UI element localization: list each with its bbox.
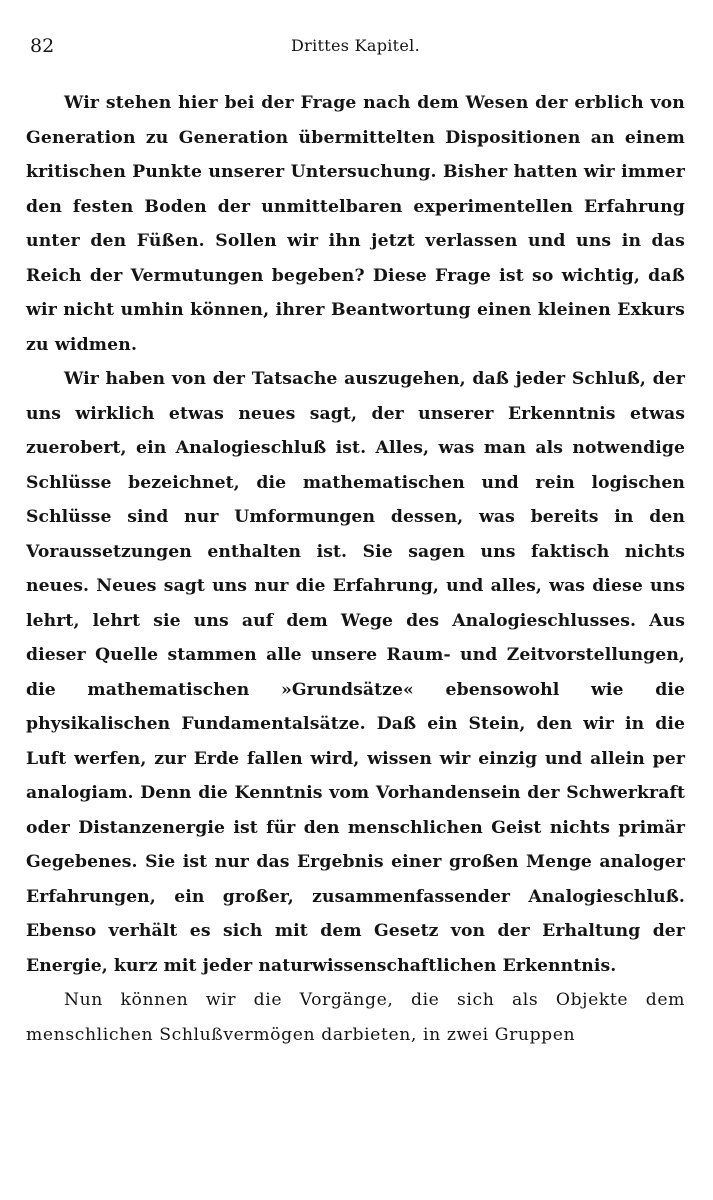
paragraph-2: Wir haben von der Tatsache auszugehen, daß jeder Schluß, der uns wirklich etwas neues sagt, der unserer Erkenntnis etwas zuerobert, ein Analogieschluß ist. Alles, was man als notwendige Schlüsse bezeichnet, die mathematischen und rein logischen Schlüsse sind nur Umformungen dessen, was bereits in den Voraussetzungen enthalten ist. Sie sagen uns faktisch nichts neues. Neues sagt uns nur die Erfahrung, und alles, was diese uns lehrt, lehrt sie uns auf dem Wege des Analogieschlusses. Aus dieser Quelle stammen alle unsere Raum- und Zeitvorstellungen, die mathematischen »Grundsätze« ebensowohl wie die physikalischen Fundamentalsätze. Daß ein Stein, den wir in die Luft werfen, zur Erde fallen wird, wissen wir einzig und allein per analogiam. Denn die Kenntnis vom Vorhandensein der Schwerkraft oder Distanzenergie ist für den menschlichen Geist nichts primär Gegebenes. Sie ist nur das Ergebnis einer großen Menge analoger Erfahrungen, ein großer, zusammenfassender Analogieschluß. Ebenso verhält es sich mit dem Gesetz von der Erhaltung der Energie, kurz mit jeder naturwissenschaftlichen Erkenntnis. [26, 369, 685, 976]
page-number: 82 [30, 35, 55, 57]
paragraph-1: Wir stehen hier bei der Frage nach dem Wesen der erblich von Generation zu Generation übermittelten Dispositionen an einem kritischen Punkte unserer Untersuchung. Bisher hatten wir immer den festen Boden der unmittelbaren experimentellen Erfahrung unter den Füßen. Sollen wir ihn jetzt verlassen und uns in das Reich der Vermutungen begeben? Diese Frage ist so wichtig, daß wir nicht umhin können, ihrer Beantwortung einen kleinen Exkurs zu widmen. [26, 93, 685, 355]
body-text [26, 86, 685, 1052]
chapter-title: Drittes Kapitel. [291, 36, 420, 55]
paragraph-3: Nun können wir die Vorgänge, die sich als Objekte dem menschlichen Schlußvermögen darbieten, in zwei Gruppen [26, 990, 685, 1045]
running-head [26, 34, 685, 64]
